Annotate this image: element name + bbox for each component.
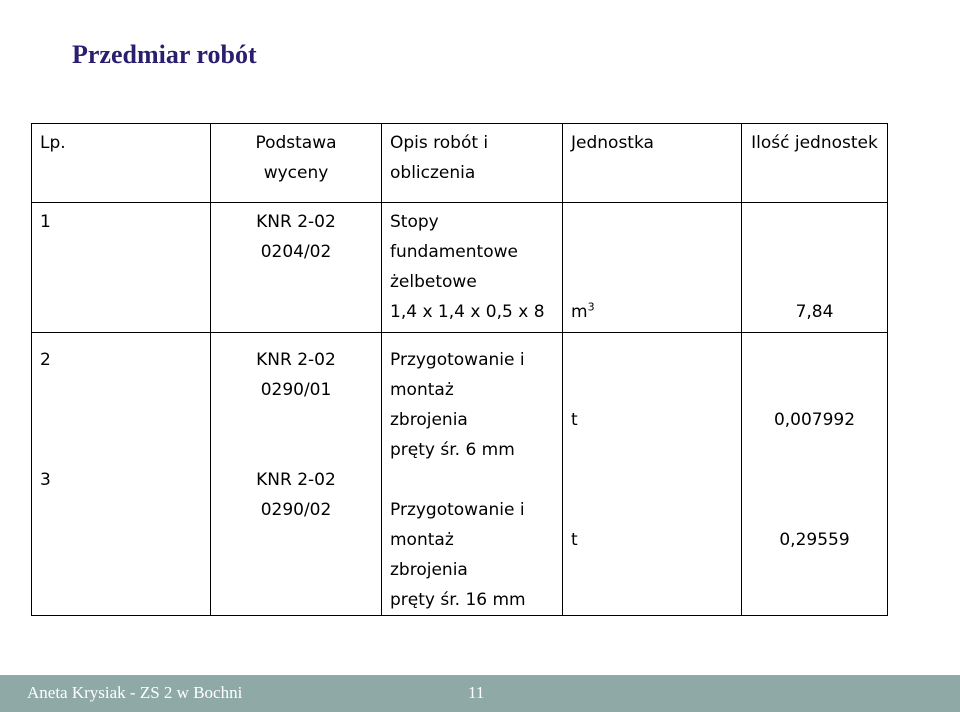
cell-ilosc (742, 203, 888, 333)
row3-opis-line3: zbrojenia (390, 560, 468, 580)
page-title: Przedmiar robót (72, 40, 257, 69)
cell-podstawa (211, 203, 382, 333)
cell-opis (382, 203, 563, 333)
row1-jednostka: m (571, 302, 588, 322)
row1-opis-line3: żelbetowe (390, 272, 477, 292)
row1-opis-line2: fundamentowe (390, 242, 518, 262)
row2-ilosc: 0,007992 (773, 410, 856, 430)
row3-opis-line2: montaż (390, 530, 454, 550)
header-podstawa (211, 124, 382, 203)
table-row (32, 203, 888, 333)
row1-podstawa-line1: KNR 2-02 (256, 212, 336, 232)
row3-opis-line1: Przygotowanie i (390, 500, 525, 520)
header-jednostka-text: Jednostka (571, 133, 654, 153)
row1-opis-line1: Stopy (390, 212, 439, 232)
table-header-row (32, 124, 888, 203)
cell-jednostka (563, 333, 742, 616)
row1-lp: 1 (40, 212, 51, 232)
header-podstawa-line1: Podstawa (255, 133, 337, 153)
row2-opis-line3: zbrojenia (390, 410, 468, 430)
row1-jednostka-exponent: 3 (587, 300, 595, 314)
row3-ilosc: 0,29559 (779, 530, 850, 550)
header-opis-line1: Opis robót i (390, 133, 489, 153)
row2-opis-line1: Przygotowanie i (390, 350, 525, 370)
header-opis-line2: obliczenia (390, 163, 476, 183)
table-row (32, 333, 888, 616)
row3-podstawa-line2: 0290/02 (260, 500, 332, 520)
row2-lp: 2 (40, 350, 51, 370)
row2-podstawa-line1: KNR 2-02 (256, 350, 336, 370)
row1-podstawa-line2: 0204/02 (260, 242, 332, 262)
header-ilosc-text: Ilość jednostek (751, 133, 878, 153)
cell-opis (382, 333, 563, 616)
cell-ilosc (742, 333, 888, 616)
header-opis (382, 124, 563, 203)
header-podstawa-line2: wyceny (263, 163, 329, 183)
cell-jednostka (563, 203, 742, 333)
row2-podstawa-line2: 0290/01 (260, 380, 332, 400)
cell-lp (32, 333, 211, 616)
cell-podstawa (211, 333, 382, 616)
cell-lp (32, 203, 211, 333)
header-lp (32, 124, 211, 203)
row1-ilosc: 7,84 (795, 302, 834, 322)
header-ilosc (742, 124, 888, 203)
header-jednostka (563, 124, 742, 203)
footer-bar (0, 675, 960, 712)
bill-of-quantities-table (31, 123, 888, 616)
row1-opis-line4: 1,4 x 1,4 x 0,5 x 8 (390, 302, 545, 322)
footer-author: Aneta Krysiak - ZS 2 w Bochni (27, 683, 243, 702)
row2-jednostka: t (571, 410, 578, 430)
header-lp-text: Lp. (40, 133, 66, 153)
row3-podstawa-line1: KNR 2-02 (256, 470, 336, 490)
row2-opis-line2: montaż (390, 380, 454, 400)
row3-jednostka: t (571, 530, 578, 550)
row3-lp: 3 (40, 470, 51, 490)
row2-opis-line4: pręty śr. 6 mm (390, 440, 515, 460)
page-number: 11 (468, 683, 485, 702)
row3-opis-line4: pręty śr. 16 mm (390, 590, 526, 610)
